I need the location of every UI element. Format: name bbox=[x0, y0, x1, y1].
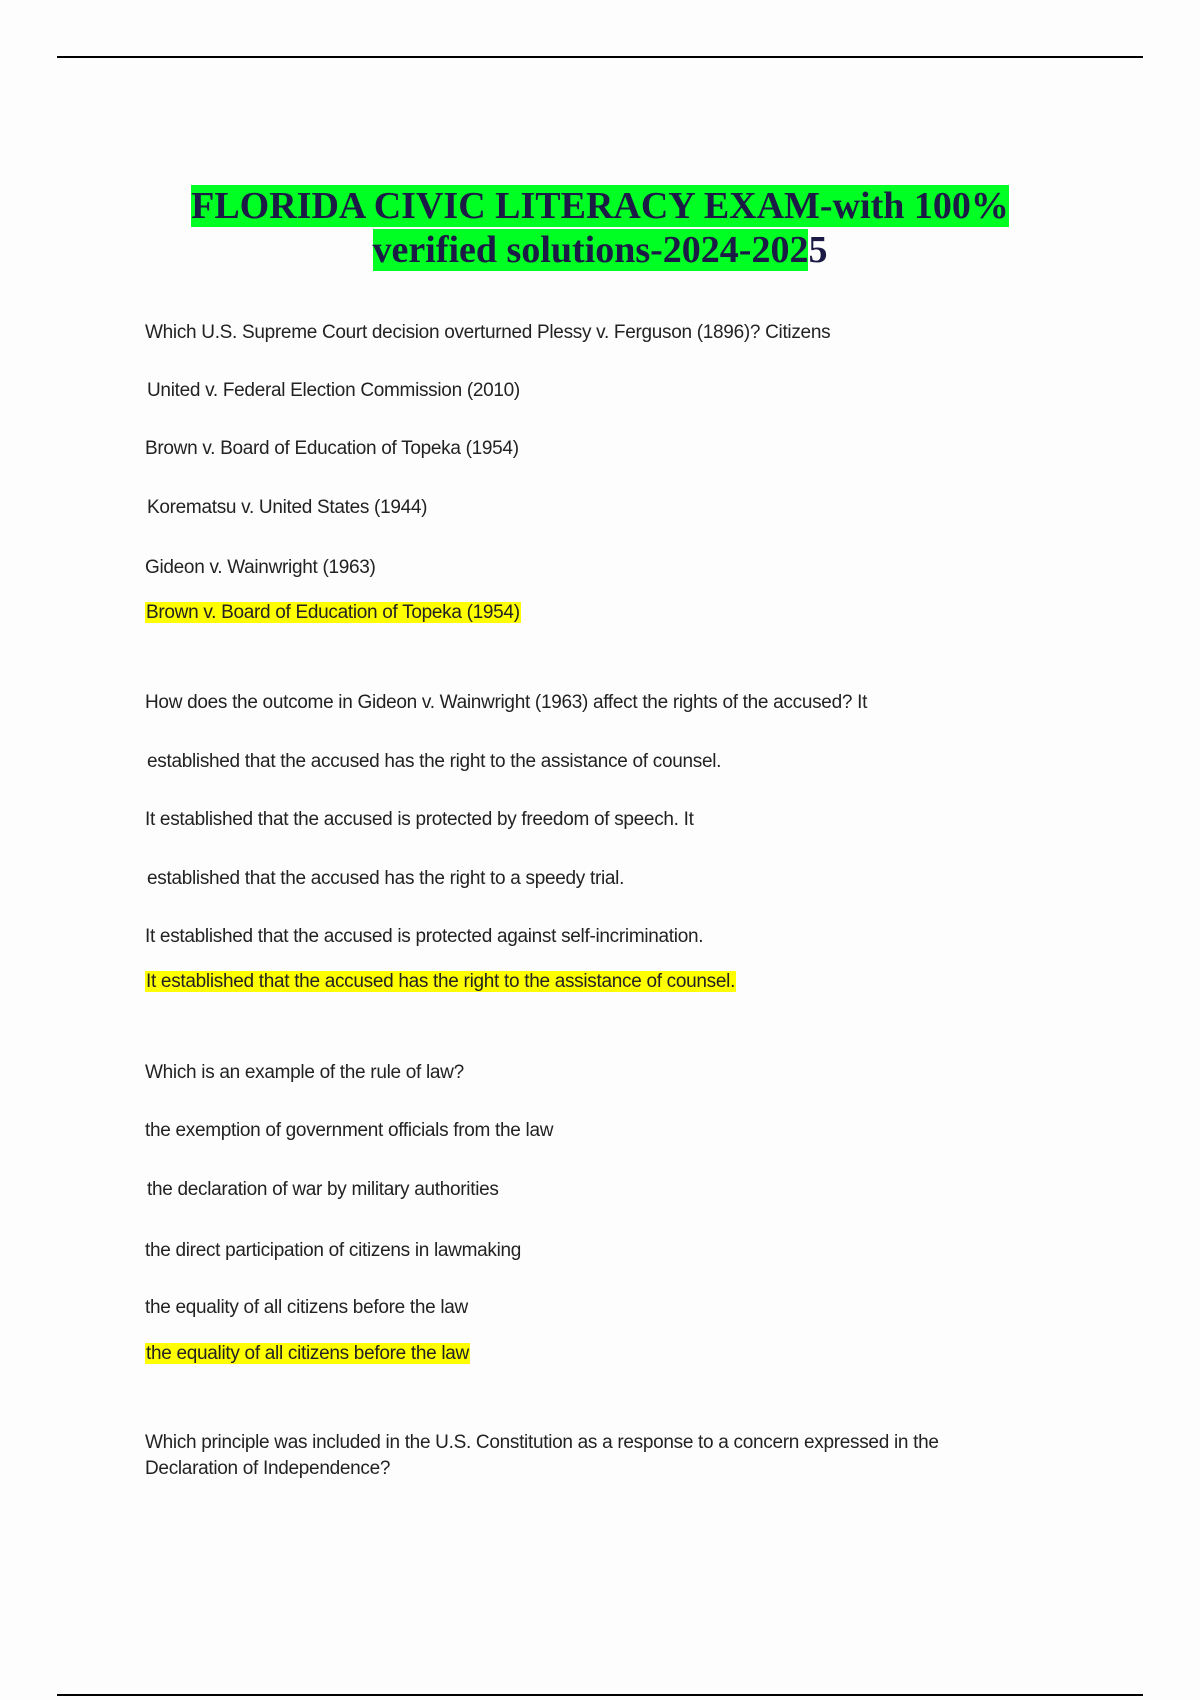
answer-highlight: It established that the accused has the right to the assistance of counsel. bbox=[146, 971, 736, 992]
question-3: Which is an example of the rule of law? bbox=[145, 1062, 464, 1083]
answer-highlight: Brown v. Board of Education of Topeka (1954) bbox=[146, 602, 520, 623]
footer-rule bbox=[57, 1694, 1143, 1696]
question-2-option-4: It established that the accused is protected against self-incrimination. bbox=[145, 926, 704, 947]
question-1-option-4: Gideon v. Wainwright (1963) bbox=[145, 557, 376, 578]
header-rule bbox=[57, 56, 1143, 58]
question-2: How does the outcome in Gideon v. Wainwright (1963) affect the rights of the accused? It bbox=[145, 692, 868, 713]
title-line-1: FLORIDA CIVIC LITERACY EXAM-with 100% bbox=[191, 185, 1009, 227]
question-1-option-2: Brown v. Board of Education of Topeka (1954) bbox=[145, 438, 519, 459]
question-2-option-2: It established that the accused is protected by freedom of speech. It bbox=[145, 809, 694, 830]
document-title bbox=[0, 184, 1200, 272]
question-4: Which principle was included in the U.S. Constitution as a response to a concern expressed in the Declaration of Independence? bbox=[145, 1432, 939, 1479]
question-1-option-3: Korematsu v. United States (1944) bbox=[147, 497, 428, 518]
question-1: Which U.S. Supreme Court decision overturned Plessy v. Ferguson (1896)? Citizens bbox=[145, 322, 831, 343]
title-line-2-highlighted: verified solutions-2024-202 bbox=[372, 229, 809, 271]
question-2-answer bbox=[145, 969, 736, 995]
question-3-option-1: the exemption of government officials from the law bbox=[145, 1120, 554, 1141]
question-3-option-4: the equality of all citizens before the law bbox=[145, 1297, 468, 1318]
question-3-option-2: the declaration of war by military authorities bbox=[147, 1179, 499, 1200]
question-2-option-3: established that the accused has the right to a speedy trial. bbox=[147, 868, 625, 889]
question-1-option-1: United v. Federal Election Commission (2010) bbox=[147, 380, 520, 401]
title-line-2-rest: 5 bbox=[808, 229, 828, 271]
question-3-option-3: the direct participation of citizens in lawmaking bbox=[145, 1240, 522, 1261]
question-2-option-1: established that the accused has the right to the assistance of counsel. bbox=[147, 751, 722, 772]
question-1-answer bbox=[145, 600, 521, 626]
question-3-answer bbox=[145, 1341, 470, 1367]
answer-highlight: the equality of all citizens before the law bbox=[146, 1343, 469, 1364]
